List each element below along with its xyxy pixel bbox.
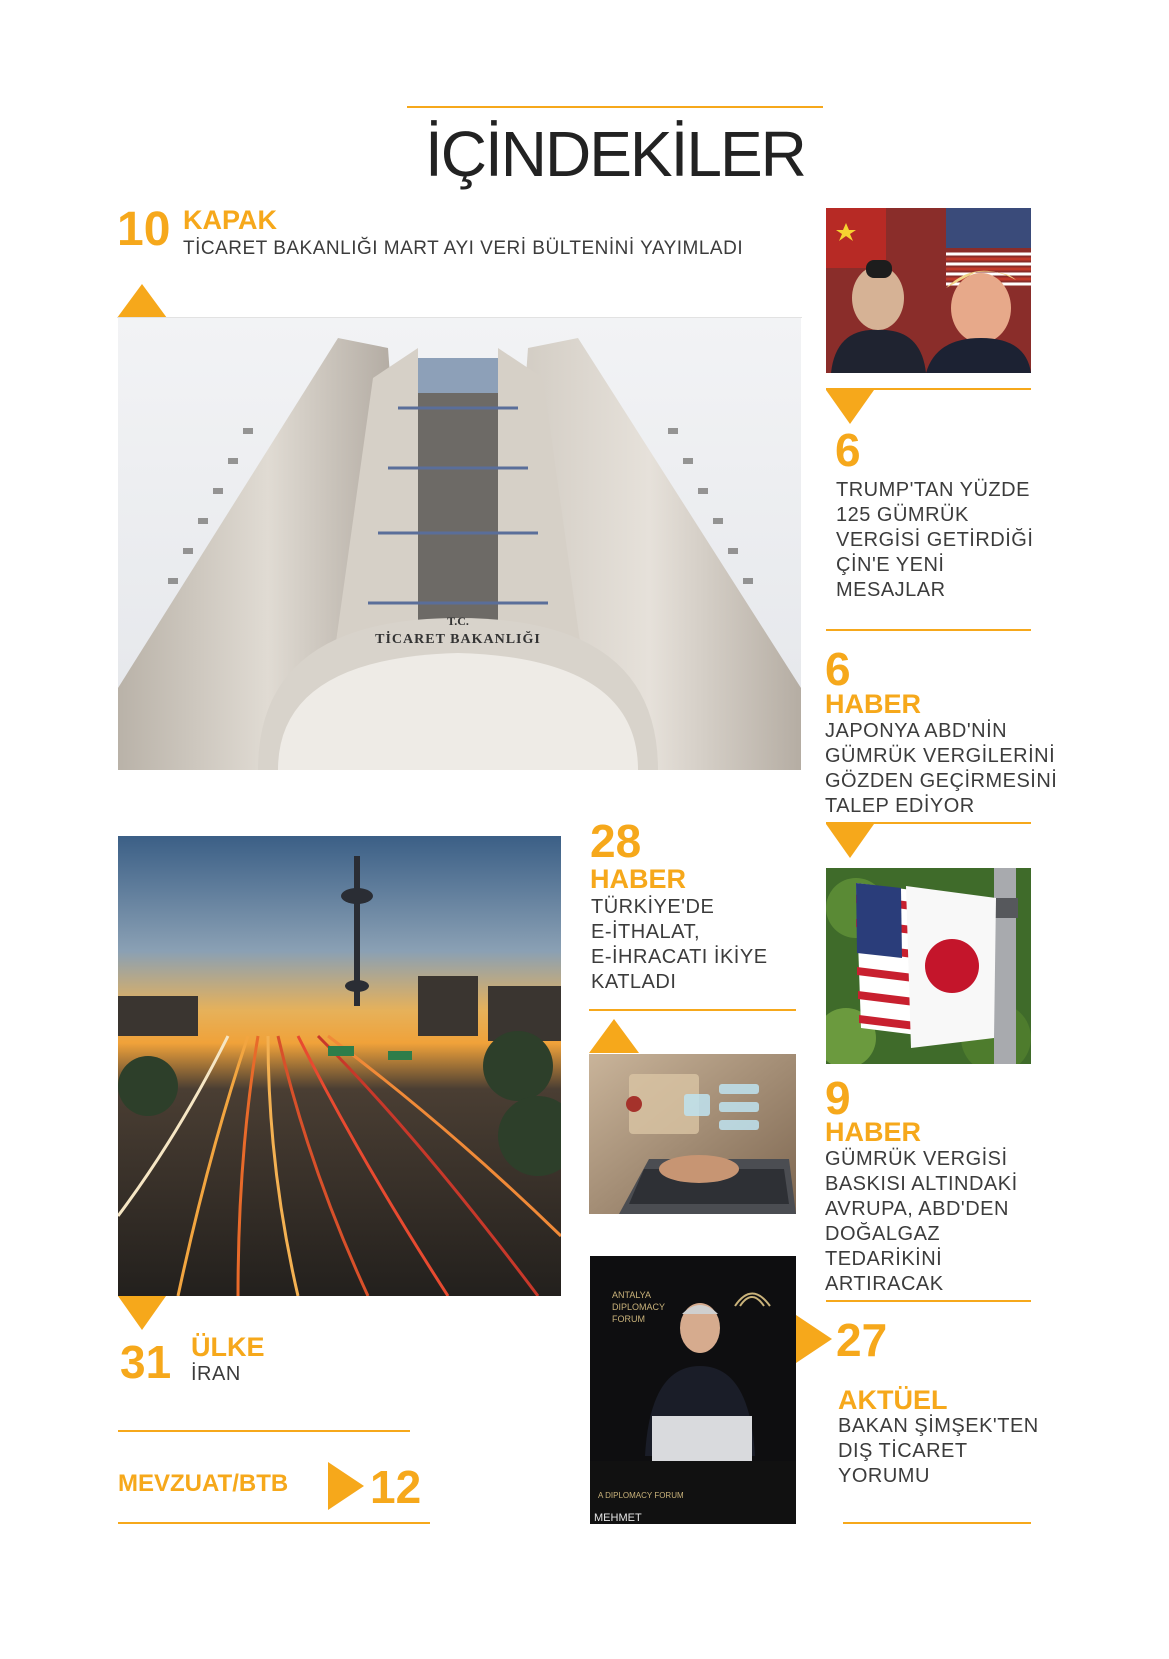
svg-text:ANTALYA: ANTALYA	[612, 1290, 652, 1300]
eticaret-section-label: HABER	[590, 864, 687, 894]
eticaret-rule	[589, 1009, 796, 1011]
trump-title: TRUMP'TAN YÜZDE 125 GÜMRÜK VERGİSİ GETİRDİĞİ ÇİN'E YENİ MESAJLAR	[836, 479, 1034, 601]
svg-text:TİCARET BAKANLIĞI: TİCARET BAKANLIĞI	[375, 632, 541, 647]
mevzuat-page-number: 12	[370, 1461, 422, 1513]
simsek-section-label: AKTÜEL	[838, 1385, 948, 1415]
tehran-highway-photo	[118, 836, 561, 1296]
page-title: İÇİNDEKİLER	[425, 118, 805, 190]
svg-text:A DIPLOMACY FORUM: A DIPLOMACY FORUM	[598, 1491, 684, 1500]
trump-page-number: 6	[835, 424, 861, 476]
triangle-up-icon	[589, 1019, 639, 1053]
triangle-down-icon	[118, 1296, 166, 1330]
trump-xi-photo	[826, 208, 1031, 373]
svg-text:DIPLOMACY: DIPLOMACY	[612, 1302, 666, 1312]
triangle-up-icon	[117, 284, 167, 318]
eticaret-title: TÜRKİYE'DE E-İTHALAT, E-İHRACATI İKİYE KATLADI	[591, 896, 768, 993]
japonya-page-number: 6	[825, 643, 851, 695]
triangle-right-icon	[796, 1315, 832, 1363]
kapak-page-number: 10	[117, 203, 171, 256]
simsek-rule	[843, 1522, 1031, 1524]
kapak-title: TİCARET BAKANLIĞI MART AYI VERİ BÜLTENİNİ YAYIMLADI	[183, 238, 744, 259]
triangle-right-icon	[328, 1462, 364, 1510]
iran-rule	[118, 1430, 410, 1432]
usa-japan-flags-photo	[826, 868, 1031, 1064]
japonya-section-label: HABER	[825, 689, 922, 719]
triangle-down-icon	[826, 390, 874, 424]
svg-text:T.C.: T.C.	[447, 614, 469, 628]
avrupa-rule	[826, 1300, 1031, 1302]
svg-text:MEHMET: MEHMET	[594, 1512, 642, 1524]
triangle-down-icon	[826, 824, 874, 858]
mevzuat-rule	[118, 1522, 430, 1524]
trump-bottom-rule	[826, 629, 1031, 631]
avrupa-page-number: 9	[825, 1072, 851, 1124]
kapak-section-label: KAPAK	[183, 205, 277, 235]
e-commerce-laptop-photo	[589, 1054, 796, 1214]
mevzuat-section-label: MEVZUAT/BTB	[118, 1470, 289, 1497]
japonya-title: JAPONYA ABD'NİN GÜMRÜK VERGİLERİNİ GÖZDEN GEÇİRMESİNİ TALEP EDİYOR	[825, 720, 1058, 817]
iran-title: İRAN	[191, 1363, 241, 1385]
iran-page-number: 31	[120, 1336, 172, 1388]
simsek-page-number: 27	[836, 1314, 888, 1366]
iran-section-label: ÜLKE	[191, 1332, 265, 1362]
avrupa-title: GÜMRÜK VERGİSİ BASKISI ALTINDAKİ AVRUPA, ABD'DEN DOĞALGAZ TEDARİKİNİ ARTIRACAK	[825, 1148, 1018, 1295]
header-rule	[407, 106, 823, 108]
simsek-title: BAKAN ŞİMŞEK'TEN DIŞ TİCARET YORUMU	[838, 1415, 1039, 1487]
simsek-forum-photo	[590, 1256, 796, 1524]
eticaret-page-number: 28	[590, 815, 642, 867]
svg-text:FORUM: FORUM	[612, 1314, 645, 1324]
avrupa-section-label: HABER	[825, 1117, 922, 1147]
ministry-building-photo	[118, 318, 801, 770]
